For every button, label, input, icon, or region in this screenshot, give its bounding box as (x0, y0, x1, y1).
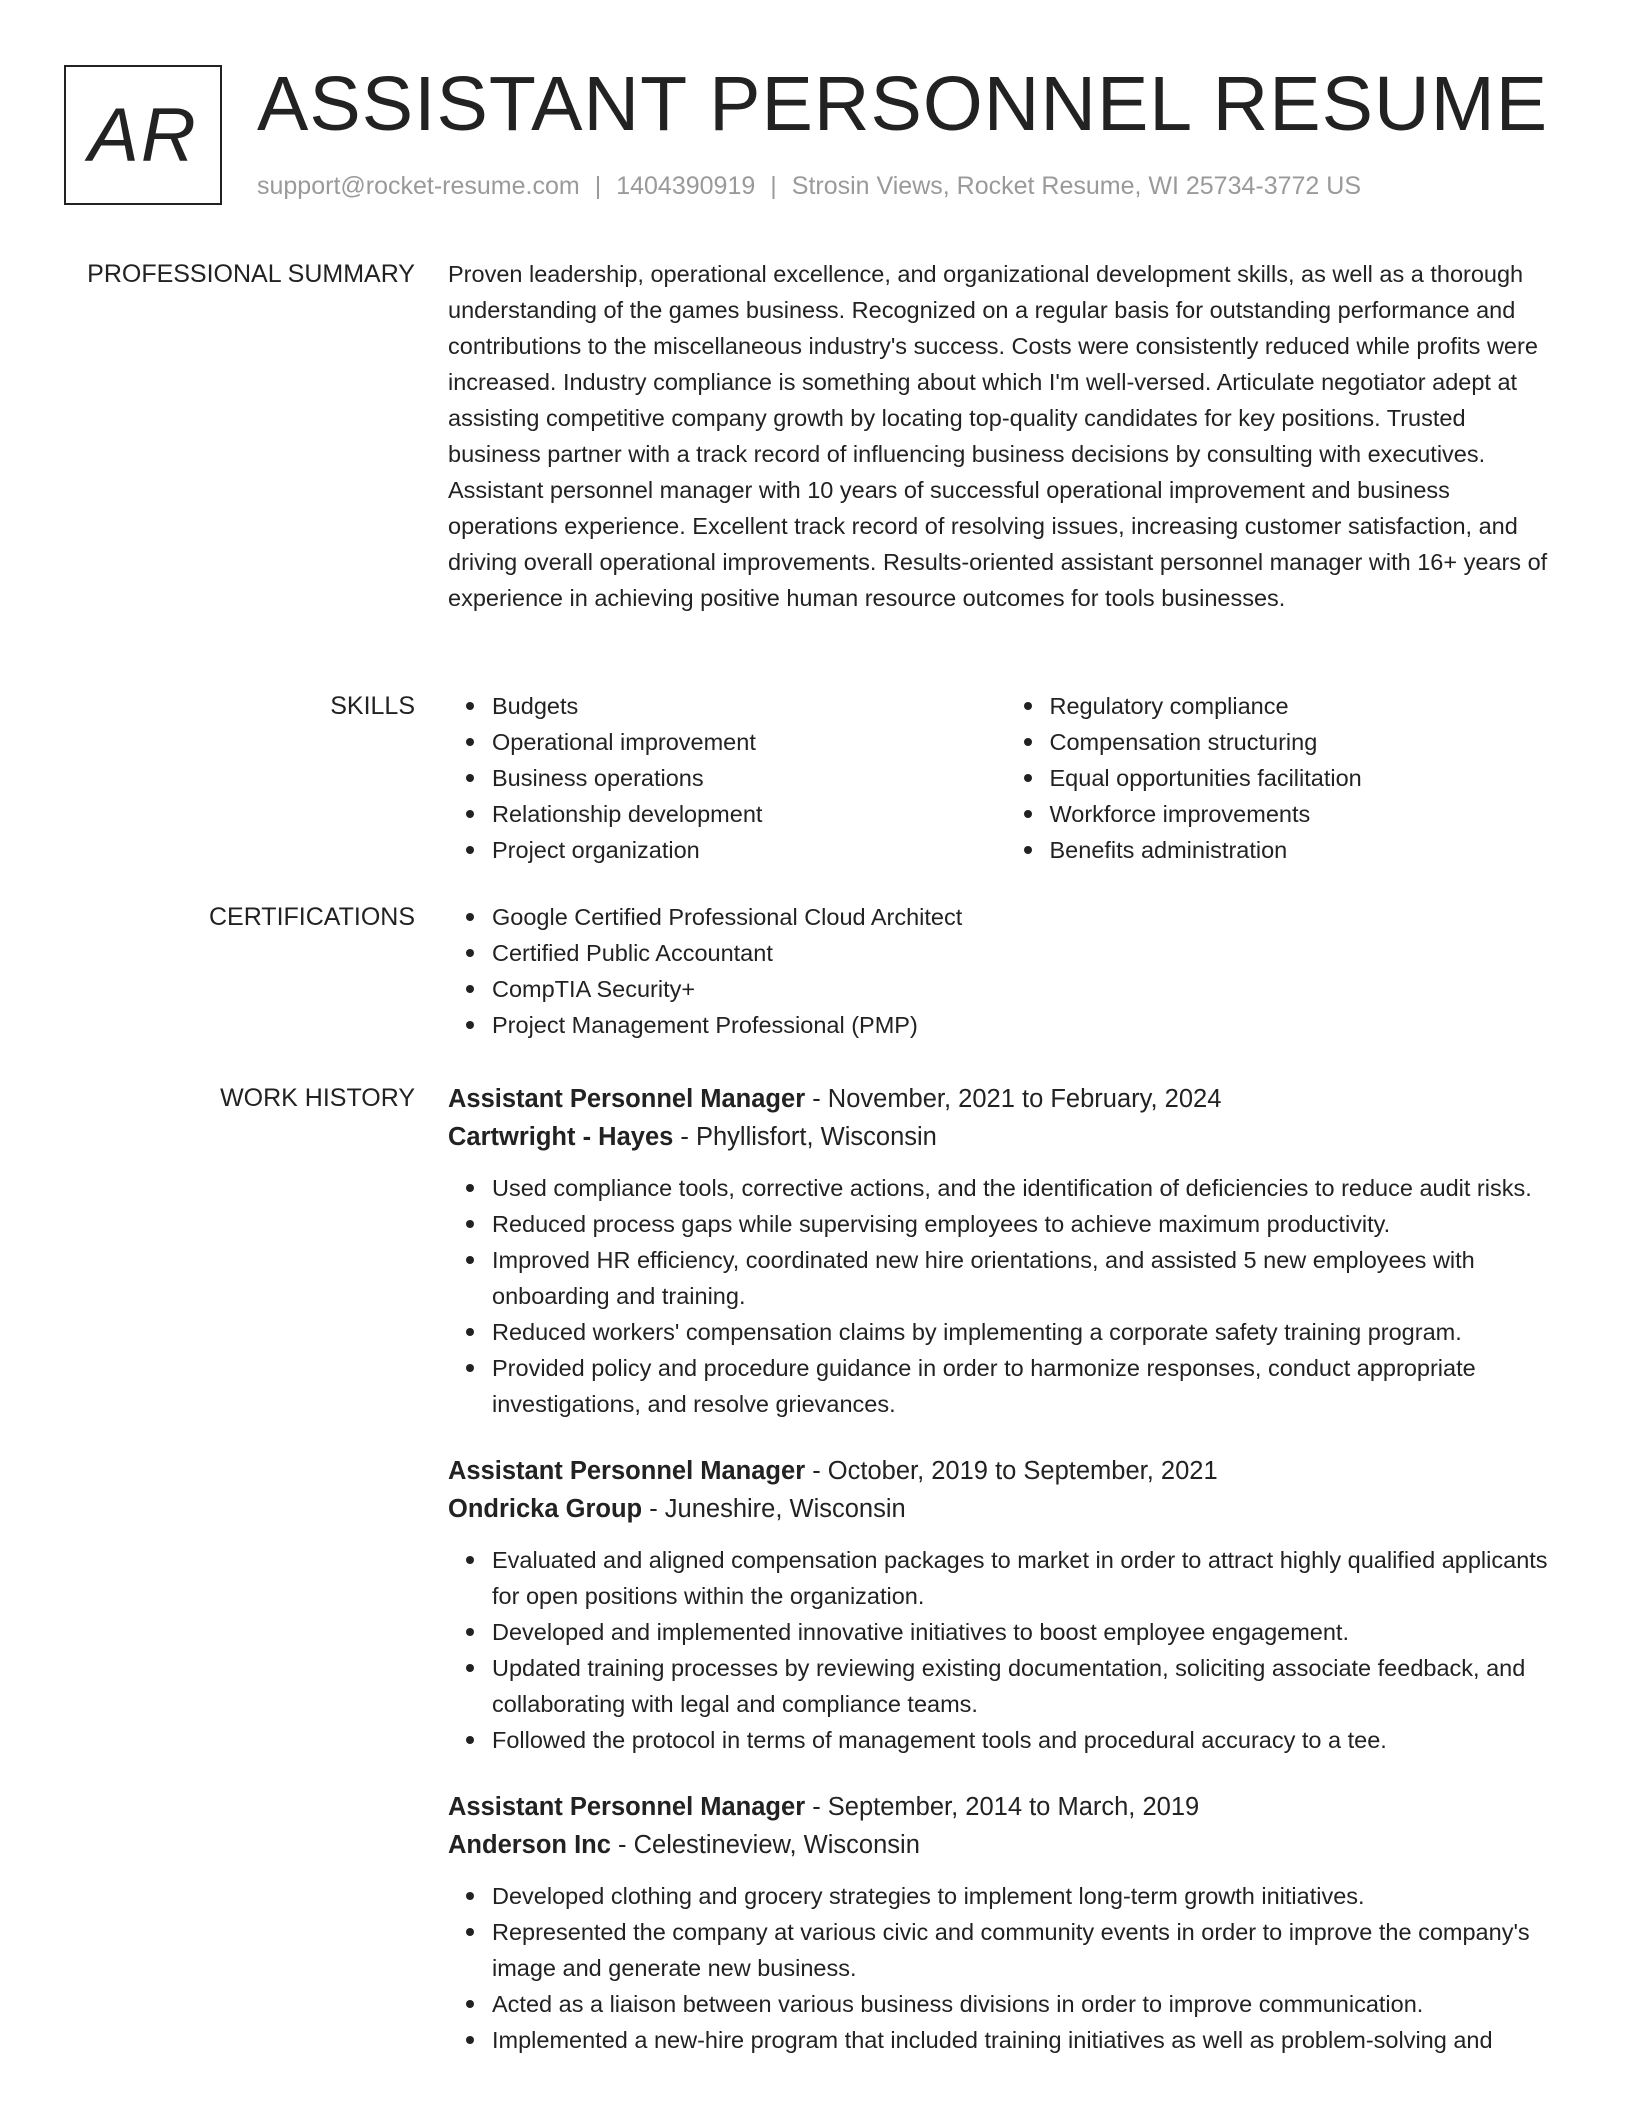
summary-text: Proven leadership, operational excellence, and organizational development skills, as well as a thorough understanding of the games business. Recognized on a regular basis for outstanding performance and contributions to the miscellaneous industry's success. Costs were consistently reduced while profits were increased. Industry compliance is something about which I'm well-versed. Articulate negotiator adept at assisting competitive company growth by locating top-quality candidates for key positions. Trusted business partner with a track record of influencing business decisions by consulting with executives. Assistant personnel manager with 10 years of successful operational improvement and business operations experience. Excellent track record of resolving issues, increasing customer satisfaction, and driving overall operational improvements. Results-oriented assistant personnel manager with 16+ years of experience in achieving positive human resource outcomes for tools businesses. (448, 261, 1548, 611)
contact-address: Strosin Views, Rocket Resume, WI 25734-3772 US (791, 172, 1362, 200)
section-label-certifications: CERTIFICATIONS (208, 903, 415, 931)
job-company-line (448, 1118, 1563, 1156)
job-location: - Celestineview, Wisconsin (610, 1831, 920, 1859)
job-title-line (448, 1788, 1563, 1826)
contact-line (257, 171, 1361, 201)
job-dates: - November, 2021 to February, 2024 (805, 1085, 1222, 1113)
job-bullet: Represented the company at various civic and community events in order to improve the company's image and generate new business. (492, 1914, 1563, 1986)
contact-separator: | (594, 172, 602, 200)
certification-item: CompTIA Security+ (492, 971, 1563, 1007)
job-dates: - October, 2019 to September, 2021 (805, 1457, 1218, 1485)
certifications-body (448, 899, 1563, 1043)
job-bullet: Provided policy and procedure guidance in order to harmonize responses, conduct appropriate investigations, and resolve grievances. (492, 1350, 1563, 1422)
job-company-line (448, 1490, 1563, 1528)
initials-monogram: AR (64, 65, 222, 205)
job-bullets (448, 1878, 1563, 2058)
certification-item: Project Management Professional (PMP) (492, 1007, 1563, 1043)
job-company-line (448, 1826, 1563, 1864)
skill-item: Workforce improvements (1050, 796, 1564, 832)
skill-item: Regulatory compliance (1050, 688, 1564, 724)
section-label-work-history: WORK HISTORY (220, 1084, 415, 1112)
contact-phone: 1404390919 (616, 172, 756, 200)
job-bullet: Developed and implemented innovative initiatives to boost employee engagement. (492, 1614, 1563, 1650)
section-label-summary: PROFESSIONAL SUMMARY (87, 260, 415, 288)
job-bullet: Improved HR efficiency, coordinated new hire orientations, and assisted 5 new employees with onboarding and training. (492, 1242, 1563, 1314)
skills-columns (448, 688, 1563, 868)
skill-item: Project organization (492, 832, 1006, 868)
job-company: Ondricka Group (448, 1495, 643, 1523)
job-location: - Phyllisfort, Wisconsin (673, 1123, 937, 1151)
job-dates: - September, 2014 to March, 2019 (805, 1793, 1200, 1821)
certifications-list (448, 899, 1563, 1043)
job-entry (448, 1452, 1563, 1758)
skill-item: Benefits administration (1050, 832, 1564, 868)
section-label-skills: SKILLS (330, 692, 415, 720)
skill-item: Business operations (492, 760, 1006, 796)
job-bullet: Evaluated and aligned compensation packages to market in order to attract highly qualified applicants for open positions within the organization. (492, 1542, 1563, 1614)
job-bullets (448, 1542, 1563, 1758)
certification-item: Google Certified Professional Cloud Architect (492, 899, 1563, 935)
skills-body (448, 688, 1563, 868)
job-bullet: Reduced process gaps while supervising employees to achieve maximum productivity. (492, 1206, 1563, 1242)
job-bullet: Updated training processes by reviewing existing documentation, soliciting associate feedback, and collaborating with legal and compliance teams. (492, 1650, 1563, 1722)
skills-list-left (448, 688, 1006, 868)
resume-header (64, 61, 1584, 210)
work-history-body (448, 1080, 1563, 2088)
skill-item: Budgets (492, 688, 1006, 724)
job-bullet: Acted as a liaison between various business divisions in order to improve communication. (492, 1986, 1563, 2022)
job-entry (448, 1788, 1563, 2058)
job-bullet: Developed clothing and grocery strategies to implement long-term growth initiatives. (492, 1878, 1563, 1914)
summary-body (448, 256, 1563, 616)
job-bullet: Reduced workers' compensation claims by implementing a corporate safety training program. (492, 1314, 1563, 1350)
skill-item: Relationship development (492, 796, 1006, 832)
job-bullet: Followed the protocol in terms of management tools and procedural accuracy to a tee. (492, 1722, 1563, 1758)
skill-item: Equal opportunities facilitation (1050, 760, 1564, 796)
job-title: Assistant Personnel Manager (448, 1793, 806, 1821)
contact-separator: | (770, 172, 777, 200)
job-bullet: Used compliance tools, corrective actions, and the identification of deficiencies to reduce audit risks. (492, 1170, 1563, 1206)
skill-item: Operational improvement (492, 724, 1006, 760)
contact-email: support@rocket-resume.com (257, 172, 580, 200)
skills-list-right (1006, 688, 1564, 868)
job-title-line (448, 1452, 1563, 1490)
certification-item: Certified Public Accountant (492, 935, 1563, 971)
job-entry (448, 1080, 1563, 1422)
job-location: - Juneshire, Wisconsin (642, 1495, 906, 1523)
job-title: Assistant Personnel Manager (448, 1085, 806, 1113)
job-title: Assistant Personnel Manager (448, 1457, 806, 1485)
job-company: Cartwright - Hayes (448, 1123, 674, 1151)
job-company: Anderson Inc (448, 1831, 611, 1859)
job-title-line (448, 1080, 1563, 1118)
resume-title: ASSISTANT PERSONNEL RESUME (257, 61, 1549, 147)
job-bullets (448, 1170, 1563, 1422)
job-bullet: Implemented a new-hire program that included training initiatives as well as problem-solving and (492, 2022, 1563, 2058)
skill-item: Compensation structuring (1050, 724, 1564, 760)
